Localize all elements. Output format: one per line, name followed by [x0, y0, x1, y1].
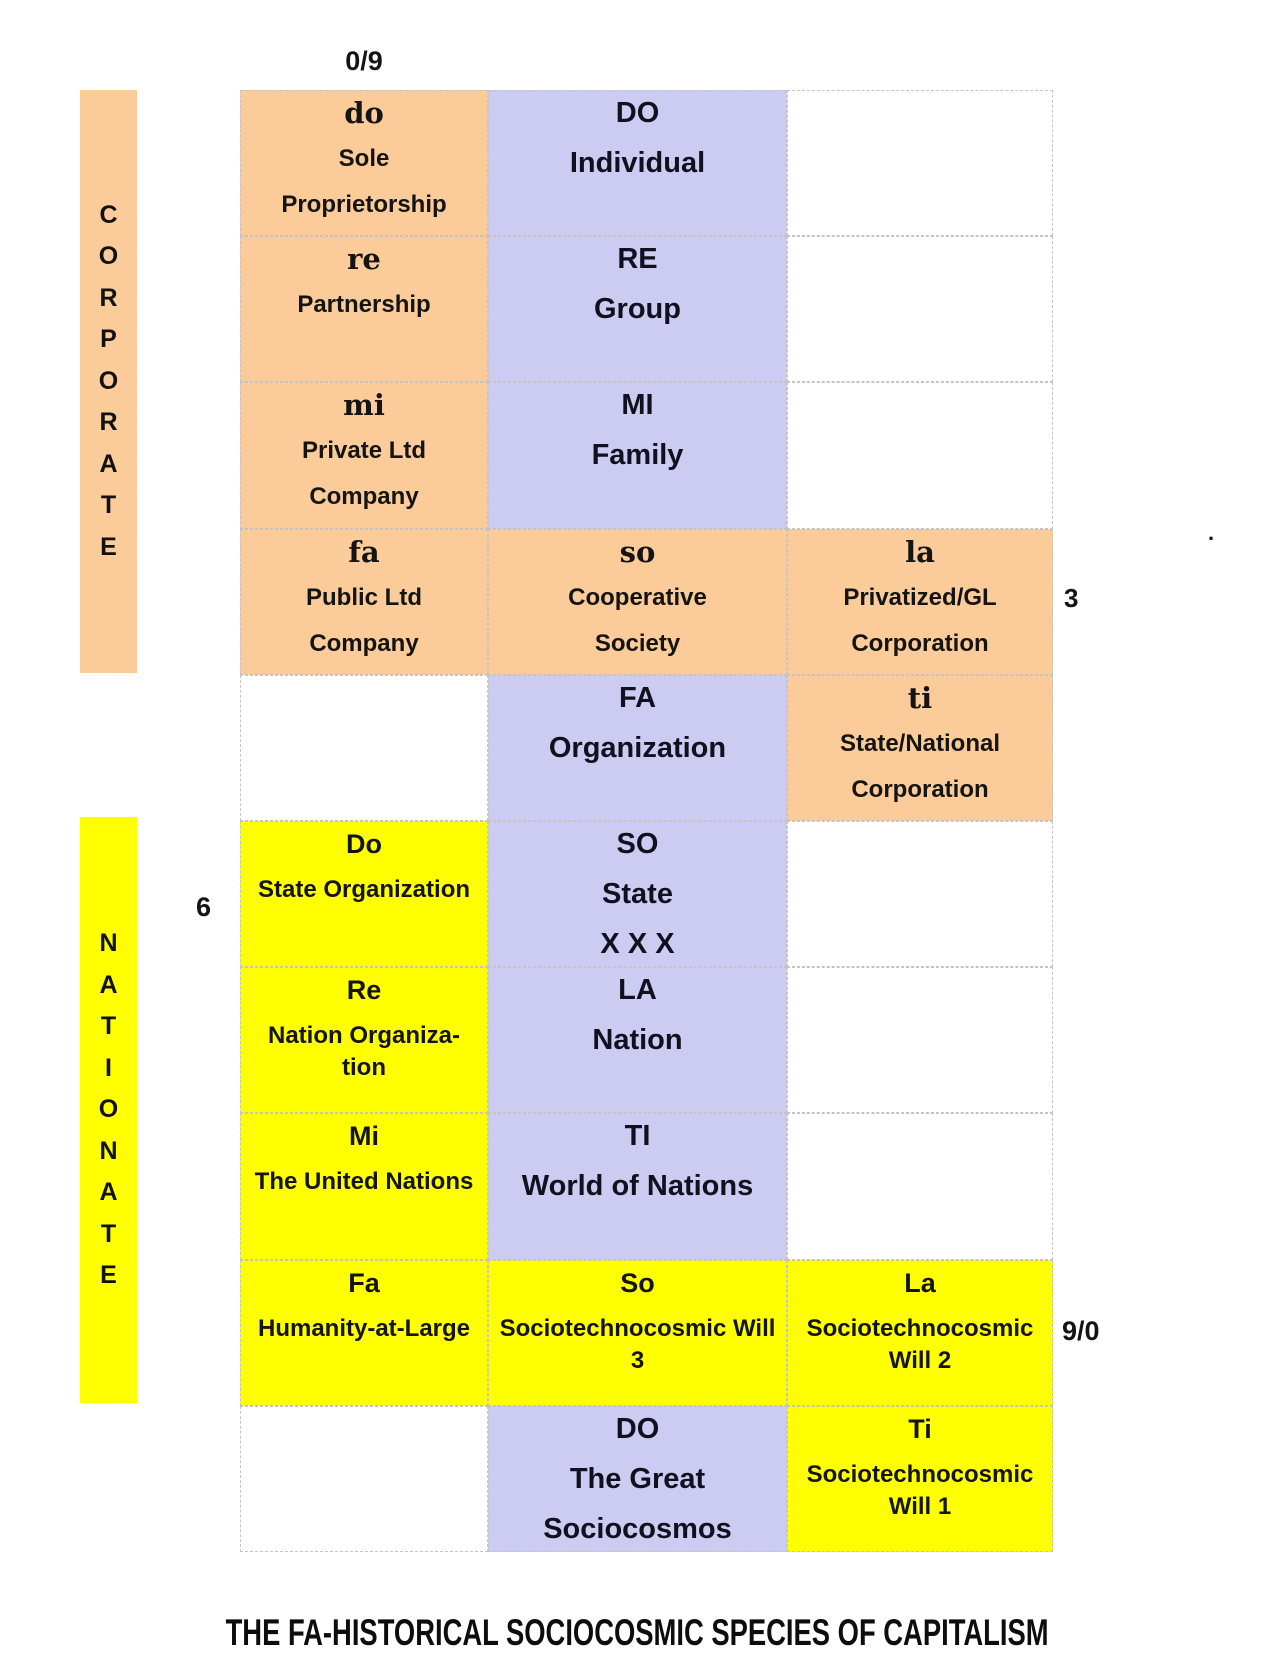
cell-line: Sole [338, 145, 390, 172]
cell-empty-r2c3 [787, 236, 1053, 382]
cell-state-national-corporation [787, 675, 1053, 821]
cell-line: Company [309, 483, 419, 511]
nationate-letter: O [98, 1095, 119, 1124]
note-fa-upper: FA [618, 681, 657, 714]
nationate-letter: N [99, 929, 118, 958]
corporate-letter: O [98, 366, 119, 395]
label-nine-zero: 9/0 [1062, 1316, 1100, 1346]
cell-empty-r5c1 [240, 675, 488, 821]
cell-line: The United Nations [254, 1168, 474, 1196]
cell-organization [488, 675, 787, 821]
label-six: 6 [196, 892, 212, 922]
cell-line: Sociotechnocosmic Will [499, 1314, 776, 1342]
cell-empty-r8c3 [787, 1113, 1053, 1259]
nationate-letter: T [100, 1219, 117, 1248]
cell-line: Corporation [851, 629, 989, 657]
stray-dot: . [1208, 520, 1215, 545]
cell-united-nations [240, 1113, 488, 1259]
cell-line: Sociotechnocosmic [806, 1314, 1034, 1342]
cell-sociotechnocosmic-will-3 [488, 1260, 787, 1406]
cell-state-organization [240, 821, 488, 967]
cell-line: State Organization [257, 875, 471, 903]
corporate-letter: R [99, 408, 118, 437]
note-re-title: Re [346, 975, 382, 1006]
cell-line: Privatized/GL [843, 583, 997, 611]
corporate-letter: T [100, 491, 117, 520]
cell-line: Corporation [851, 775, 989, 803]
note-mi-upper: MI [621, 389, 654, 422]
note-fa-lower: fa [348, 534, 380, 569]
cell-world-of-nations [488, 1113, 787, 1259]
cell-empty-r3c3 [787, 382, 1053, 528]
cell-cooperative-society [488, 529, 787, 675]
cell-partnership [240, 236, 488, 382]
cell-nation-organization [240, 967, 488, 1113]
cell-line: Humanity-at-Large [257, 1314, 471, 1342]
note-mi-title: Mi [349, 1121, 379, 1152]
corporate-letter: C [99, 200, 118, 229]
nationate-letter: N [99, 1136, 118, 1165]
cell-line: X X X [600, 927, 675, 960]
note-re-lower: re [347, 242, 381, 277]
note-so-upper: SO [616, 827, 659, 860]
corporate-letter: E [100, 532, 117, 561]
note-la-lower: la [905, 534, 935, 569]
note-so-title: So [620, 1267, 655, 1298]
cell-line: The Great [569, 1462, 706, 1495]
label-zero-nine: 0/9 [345, 46, 383, 76]
page-title-text: THE FA-HISTORICAL SOCIOCOSMIC SPECIES OF CAPITALISM [226, 1612, 1049, 1653]
cell-line: Public Ltd [306, 583, 422, 611]
cell-line: Proprietorship [281, 191, 447, 218]
cell-state-xxx [488, 821, 787, 967]
note-mi-lower: mi [343, 388, 385, 423]
corporate-letter: O [98, 242, 119, 271]
page-title [0, 1612, 1275, 1654]
cell-privatized-gl-corporation [787, 529, 1053, 675]
cell-line: Private Ltd [301, 437, 427, 465]
corporate-letter: P [100, 325, 117, 354]
nationate-letter: T [100, 1012, 117, 1041]
cell-line: Cooperative [568, 583, 707, 611]
cell-line: State/National [839, 729, 1001, 757]
species-grid [240, 90, 1053, 1552]
cell-line: Sociocosmos [543, 1512, 732, 1545]
cell-humanity-at-large [240, 1260, 488, 1406]
cell-line: Family [591, 439, 684, 472]
cell-empty-r1c3 [787, 90, 1053, 236]
cell-public-ltd-company [240, 529, 488, 675]
cell-line: Will 1 [888, 1492, 952, 1520]
note-do-lower: do [344, 96, 384, 130]
cell-line: Sociotechnocosmic [806, 1460, 1034, 1488]
label-three: 3 [1064, 583, 1079, 613]
cell-sole-proprietorship [240, 90, 488, 236]
cell-group [488, 236, 787, 382]
corporate-letter: R [99, 283, 118, 312]
nationate-letter: I [105, 1053, 112, 1082]
cell-line: 3 [630, 1346, 645, 1374]
cell-empty-r10c1 [240, 1406, 488, 1552]
cell-line: Society [594, 629, 681, 657]
note-fa-title: Fa [348, 1267, 380, 1298]
note-ti-title: Ti [908, 1413, 932, 1444]
cell-line: Company [309, 629, 419, 657]
cell-empty-r7c3 [787, 967, 1053, 1113]
cell-line: Organization [548, 731, 727, 764]
note-re-upper: RE [617, 243, 658, 276]
cell-great-sociocosmos [488, 1406, 787, 1552]
cell-sociotechnocosmic-will-1 [787, 1406, 1053, 1552]
note-ti-lower: ti [907, 680, 933, 715]
cell-line: World of Nations [521, 1170, 754, 1203]
cell-line: Partnership [297, 291, 431, 319]
cell-line: Nation [592, 1024, 683, 1057]
cell-line: Individual [569, 147, 706, 179]
note-do-upper: DO [615, 97, 660, 129]
cell-line: Nation Organiza- [267, 1022, 460, 1050]
cell-line: Will 2 [888, 1346, 952, 1374]
note-ti-upper: TI [624, 1120, 651, 1153]
corporate-letter: A [99, 449, 118, 478]
nationate-letter: E [100, 1261, 117, 1290]
cell-line: Group [594, 293, 681, 326]
note-la-upper: LA [618, 974, 657, 1007]
cell-private-ltd-company [240, 382, 488, 528]
cell-line: tion [342, 1054, 386, 1082]
cell-individual [488, 90, 787, 236]
nationate-sidebar [80, 817, 137, 1403]
cell-line: State [602, 877, 673, 910]
note-so-lower: so [619, 534, 656, 569]
cell-sociotechnocosmic-will-2 [787, 1260, 1053, 1406]
cell-family [488, 382, 787, 528]
note-do-title: Do [346, 828, 382, 859]
note-do-upper-final: DO [615, 1412, 660, 1445]
nationate-letter: A [99, 1178, 118, 1207]
nationate-letter: A [99, 970, 118, 999]
cell-nation [488, 967, 787, 1113]
note-la-title: La [904, 1267, 936, 1298]
cell-empty-r6c3 [787, 821, 1053, 967]
corporate-sidebar [80, 90, 137, 673]
